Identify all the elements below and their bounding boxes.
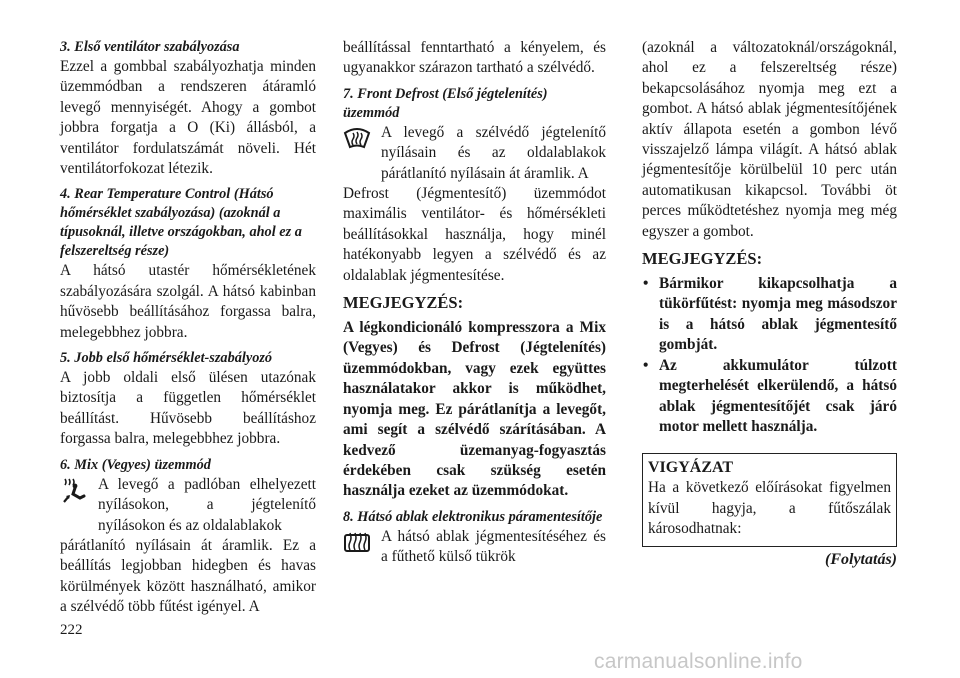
section-3-text: Ezzel a gombbal szabályozhatja minden üzemmódban a rendszeren átáramló levegő mennyiségét. Ahogy a gombot jobbra forgatja a O (Ki) állásból, a ventilátor fordulatszámát növeli. Hét ventilátorfokozat létezik. [60,58,316,178]
mix-mode-icon [60,477,88,503]
section-3-heading: 3. Első ventilátor szabályozása [60,39,240,55]
warning-box [642,453,897,546]
note-title: MEGJEGYZÉS: [343,293,464,313]
note-text: A légkondicionáló kompresszora a Mix (Vegyes) és Defrost (Jégtelenítés) üzemmódokban, vagy ezek együttes használatakor akkor is működhet, nyomja meg. Ez párátlanítja a levegőt, ami segít a szélvédő szárításában. A kedvező üzemanyag-fogyasztás érdekében csak szükség esetén használja ezeket az üzemmódokat. [343,319,606,500]
rear-defrost-icon [343,529,371,555]
section-6-text-indented: A levegő a padlóban elhelyezett nyílásokon, a jégtelenítő nyílásokon és az oldalablakok [98,475,316,534]
column-right [642,38,897,569]
section-6-heading: 6. Mix (Vegyes) üzemmód [60,456,211,473]
section-7-body [343,123,606,184]
note-bullet-2: • Az akkumulátor túlzott megterhelését elkerülendő, a hátsó ablak jégmentesítőjét csak járó motor mellett használja. [642,356,897,438]
section-6-body [60,475,316,536]
warning-title: VIGYÁZAT [648,459,734,477]
watermark: carmanualsonline.info [594,650,803,673]
continued-label: (Folytatás) [825,550,897,568]
section-6-continued-text: beállítással fenntartható a kényelem, és ugyanakkor szárazon tartható a szélvédő. [343,39,606,77]
section-8-continued-text: (azoknál a változatoknál/országoknál, ahol ez a felszereltség része) bekapcsolásához nyomja meg ezt a gombot. A hátsó ablak jégmentesítőjének aktív állapota esetén a gombon lévő visszajelző lámpa világít. A hátsó ablak jégmentesítője körülbelül 10 perc után automatikusan kikapcsol. További öt perces működtetéshez nyomja meg még egyszer a gombot. [642,39,897,240]
section-7-text-indented: A levegő a szélvédő jégtelenítő nyílásain és az oldalablakok párátlanító nyílásain át áramlik. A [381,123,606,182]
section-8-heading: 8. Hátsó ablak elektronikus páramentesítője [343,508,603,525]
section-8-text-indented: A hátsó ablak jégmentesítéséhez és a fűthető külső tükrök [381,527,606,566]
section-4-heading: 4. Rear Temperature Control (Hátsó hőmérséklet szabályozása) (azoknál a típusoknál, illetve országokban, ahol ez a felszereltség része) [60,186,302,260]
note-bullet-1: • Bármikor kikapcsolhatja a tükörfűtést: nyomja meg másodszor is a hátsó ablak jégmentesítő gombját. [642,274,897,356]
warning-text: Ha a következő előírásokat figyelmen kívül hagyja, a fűtőszálak károsodhatnak: [648,479,891,538]
front-defrost-icon [343,125,371,151]
section-5-text: A jobb oldali első ülésen utazónak biztosítja a független hőmérséklet beállítást. Hűvösebb beállításhoz forgassa balra, melegebbhez jobbra. [60,369,316,448]
column-middle [343,38,606,568]
section-5-heading: 5. Jobb első hőmérséklet-szabályozó [60,350,273,367]
section-7-heading: 7. Front Defrost (Első jégtelenítés) üzemmód [343,85,548,121]
section-6-text-rest: párátlanító nyílásain át áramlik. Ez a beállítás legjobban hidegben és havas körülmények között használható, amikor a szélvédő több fűtést igényel. A [60,536,316,616]
note-bullets [642,274,897,437]
section-4-text: A hátsó utastér hőmérsékletének szabályozására szolgál. A hátsó kabinban hűvösebb beállításához forgassa balra, melegebbhez jobbra. [60,262,316,341]
page-number: 222 [60,622,83,638]
note-title-2: MEGJEGYZÉS: [642,249,763,269]
column-left [60,38,316,618]
section-8-body [343,527,606,568]
section-7-text-rest: Defrost (Jégmentesítő) üzemmódot maximális ventilátor- és hőmérsékleti beállításokkal használja, hogy minél hatékonyabb legyen a szélvédő és az oldalablak jégmentesítése. [343,185,606,284]
